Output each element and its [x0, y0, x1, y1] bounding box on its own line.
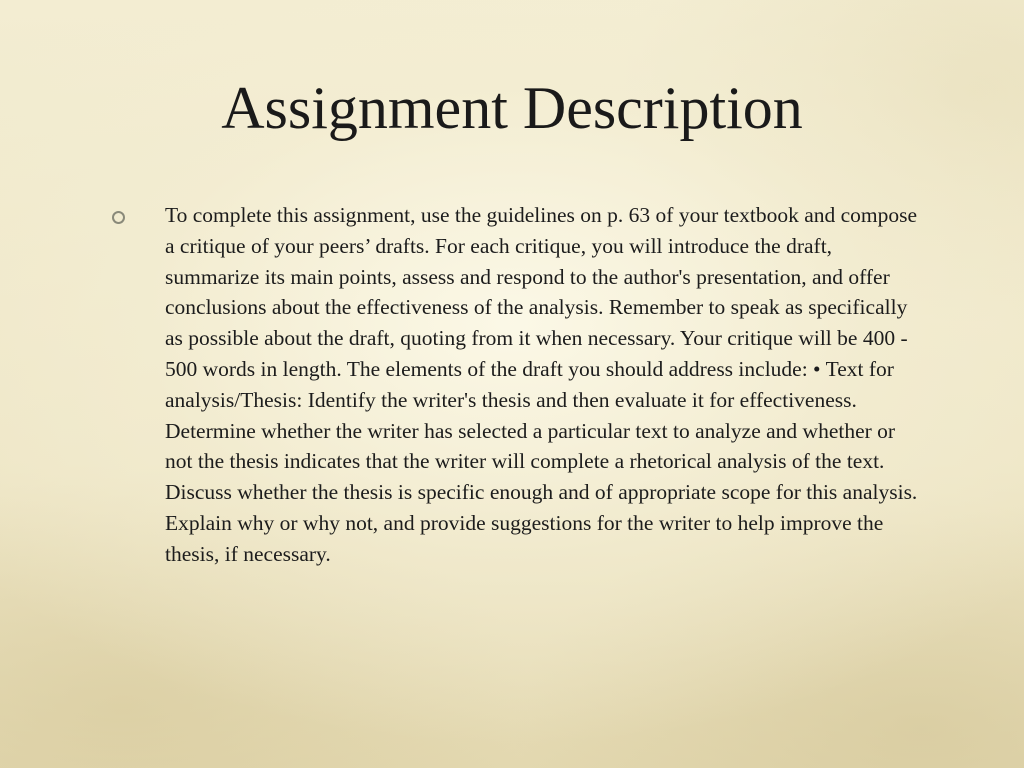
bullet-item — [110, 200, 920, 570]
bullet-text: To complete this assignment, use the guidelines on p. 63 of your textbook and compose a critique of your peers’ drafts. For each critique, you will introduce the draft, summarize its main points, assess and respond to the author's presentation, and offer conclusions about the effectiveness of the analysis. Remember to speak as specifically as possible about the draft, quoting from it when necessary. Your critique will be 400 - 500 words in length. The elements of the draft you should address include: • Text for analysis/Thesis: Identify the writer's thesis and then evaluate it for effectiveness. Determine whether the writer has selected a particular text to analyze and whether or not the thesis indicates that the writer will complete a rhetorical analysis of the text. Discuss whether the thesis is specific enough and of appropriate scope for this analysis. Explain why or why not, and provide suggestions for the writer to help improve the thesis, if necessary. — [165, 203, 918, 566]
slide-body — [110, 200, 920, 570]
hollow-circle-bullet-icon — [112, 211, 125, 224]
slide-title: Assignment Description — [221, 75, 803, 141]
